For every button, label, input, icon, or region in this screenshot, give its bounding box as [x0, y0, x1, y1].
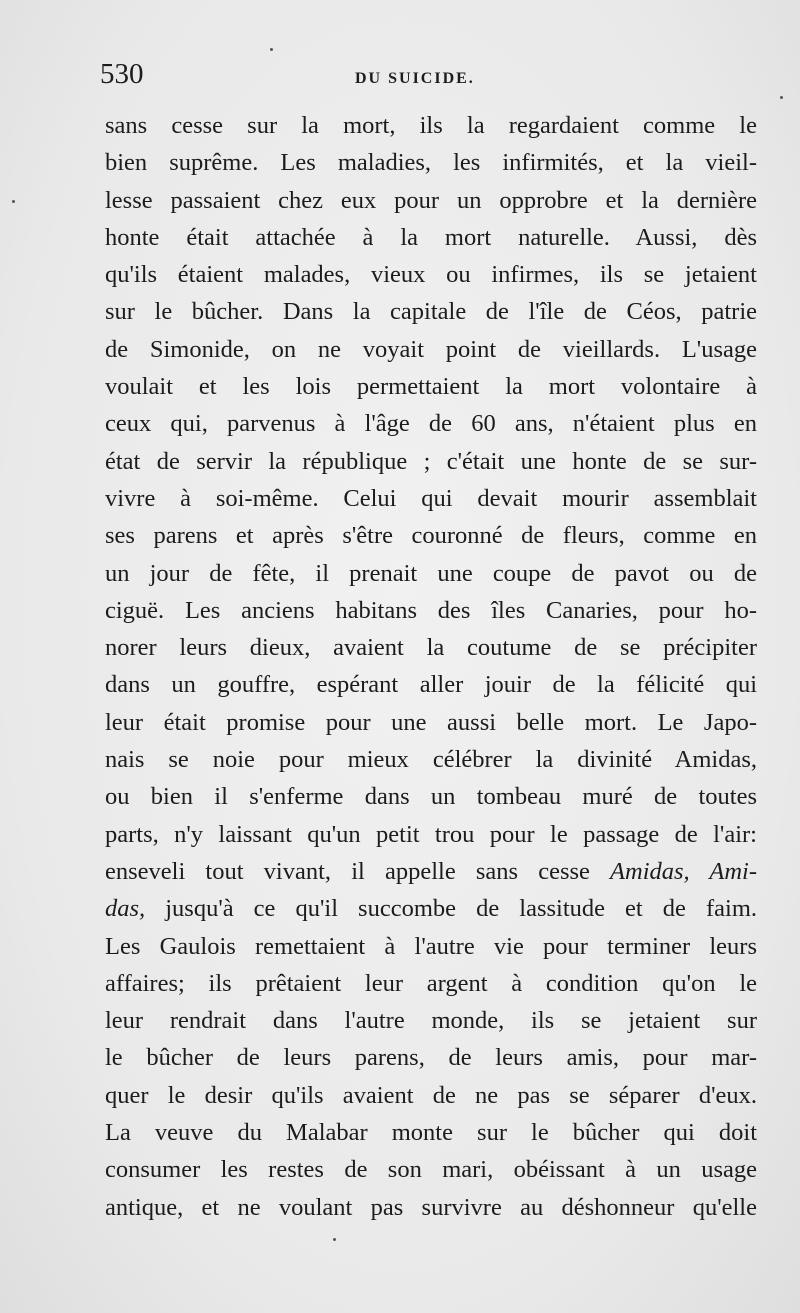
text-line: ou bien il s'enferme dans un tombeau muré de toutes [105, 783, 757, 811]
text-line: quer le desir qu'ils avaient de ne pas se séparer d'eux. [105, 1081, 757, 1109]
page-number: 530 [100, 58, 144, 90]
text-line: voulait et les lois permettaient la mort volontaire à [105, 373, 757, 401]
italic-name: Amidas, Ami- [610, 857, 757, 885]
text-line: nais se noie pour mieux célébrer la divinité Amidas, [105, 746, 757, 774]
text-line: ciguë. Les anciens habitans des îles Canaries, pour ho- [105, 596, 757, 624]
text-line: qu'ils étaient malades, vieux ou infirmes, ils se jetaient [105, 261, 757, 289]
text-line: consumer les restes de son mari, obéissant à un usage [105, 1156, 757, 1184]
text-line: antique, et ne voulant pas survivre au déshonneur qu'elle [105, 1193, 757, 1221]
text-line: norer leurs dieux, avaient la coutume de se précipiter [105, 634, 757, 662]
text-line: lesse passaient chez eux pour un opprobre et la dernière [105, 186, 757, 214]
text-line: le bûcher de leurs parens, de leurs amis, pour mar- [105, 1044, 757, 1072]
paper-speck [12, 200, 15, 203]
body-text [105, 107, 757, 1226]
text-line: Les Gaulois remettaient à l'autre vie pour terminer leurs [105, 932, 757, 960]
running-head: DU SUICIDE. [355, 70, 475, 87]
italic-name: das, [105, 895, 146, 923]
text-line: vivre à soi-même. Celui qui devait mourir assemblait [105, 484, 757, 512]
text-line: das, jusqu'à ce qu'il succombe de lassitude et de faim. [105, 895, 757, 923]
paper-speck [270, 48, 273, 51]
text-line: de Simonide, on ne voyait point de vieillards. L'usage [105, 335, 757, 363]
text-line: bien suprême. Les maladies, les infirmités, et la vieil- [105, 149, 757, 177]
text-line: leur était promise pour une aussi belle mort. Le Japo- [105, 708, 757, 736]
text-line: enseveli tout vivant, il appelle sans cesse Amidas, Ami- [105, 857, 757, 885]
text-line: un jour de fête, il prenait une coupe de pavot ou de [105, 559, 757, 587]
text-line: ceux qui, parvenus à l'âge de 60 ans, n'étaient plus en [105, 410, 757, 438]
text-line: affaires; ils prêtaient leur argent à condition qu'on le [105, 969, 757, 997]
text-line: leur rendrait dans l'autre monde, ils se jetaient sur [105, 1007, 757, 1035]
paper-speck [333, 1238, 336, 1241]
text-line: état de servir la république ; c'était une honte de se sur- [105, 447, 757, 475]
text-line: ses parens et après s'être couronné de fleurs, comme en [105, 522, 757, 550]
text-line: sur le bûcher. Dans la capitale de l'île de Céos, patrie [105, 298, 757, 326]
text-line: La veuve du Malabar monte sur le bûcher qui doit [105, 1119, 757, 1147]
paper-speck [780, 96, 783, 99]
text-line: dans un gouffre, espérant aller jouir de la félicité qui [105, 671, 757, 699]
text-line: honte était attachée à la mort naturelle. Aussi, dès [105, 223, 757, 251]
page-header [100, 58, 760, 98]
text-line: sans cesse sur la mort, ils la regardaient comme le [105, 112, 757, 139]
text-line: parts, n'y laissant qu'un petit trou pour le passage de l'air: [105, 820, 757, 848]
